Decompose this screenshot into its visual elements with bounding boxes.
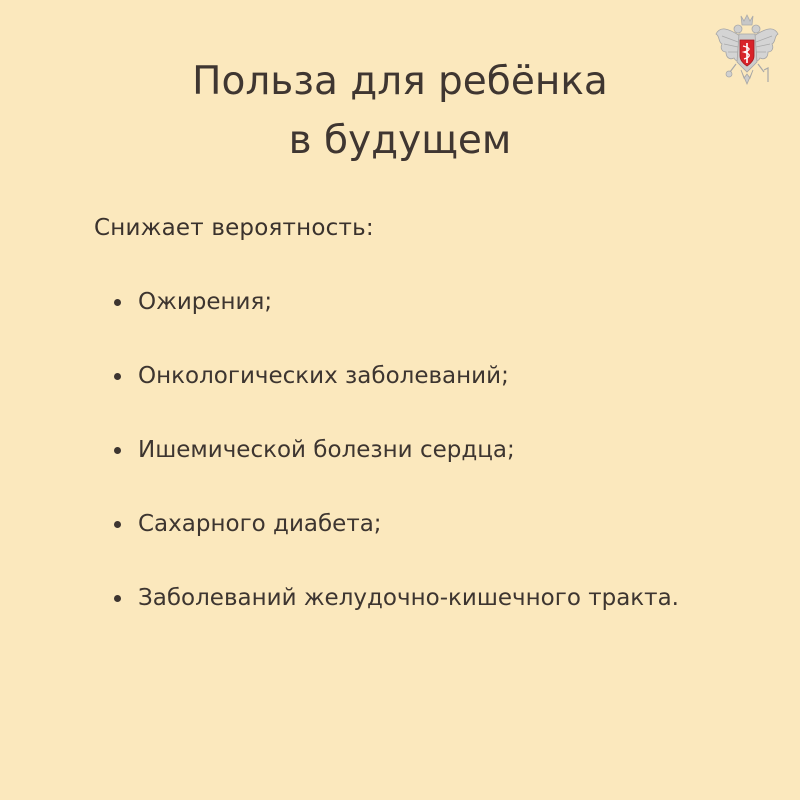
list-item: [114, 507, 734, 541]
list-item: [114, 359, 734, 393]
bullet-icon: [114, 447, 121, 454]
page-title: [0, 52, 800, 170]
bullet-icon: [114, 595, 121, 602]
list-heading: Снижает вероятность:: [94, 215, 374, 241]
list-item-text: Ишемической болезни сердца;: [138, 437, 515, 463]
list-item: [114, 433, 734, 467]
list-item-text: Онкологических заболеваний;: [138, 363, 509, 389]
list-item-text: Ожирения;: [138, 289, 273, 315]
bullet-icon: [114, 299, 121, 306]
benefits-list: [114, 285, 734, 655]
list-item-text: Заболеваний желудочно-кишечного тракта.: [138, 585, 679, 611]
list-item-text: Сахарного диабета;: [138, 511, 382, 537]
bullet-icon: [114, 521, 121, 528]
list-item: [114, 285, 734, 319]
title-line-2: в будущем: [288, 118, 512, 163]
bullet-icon: [114, 373, 121, 380]
list-item: [114, 581, 734, 615]
title-line-1: Польза для ребёнка: [192, 59, 608, 104]
